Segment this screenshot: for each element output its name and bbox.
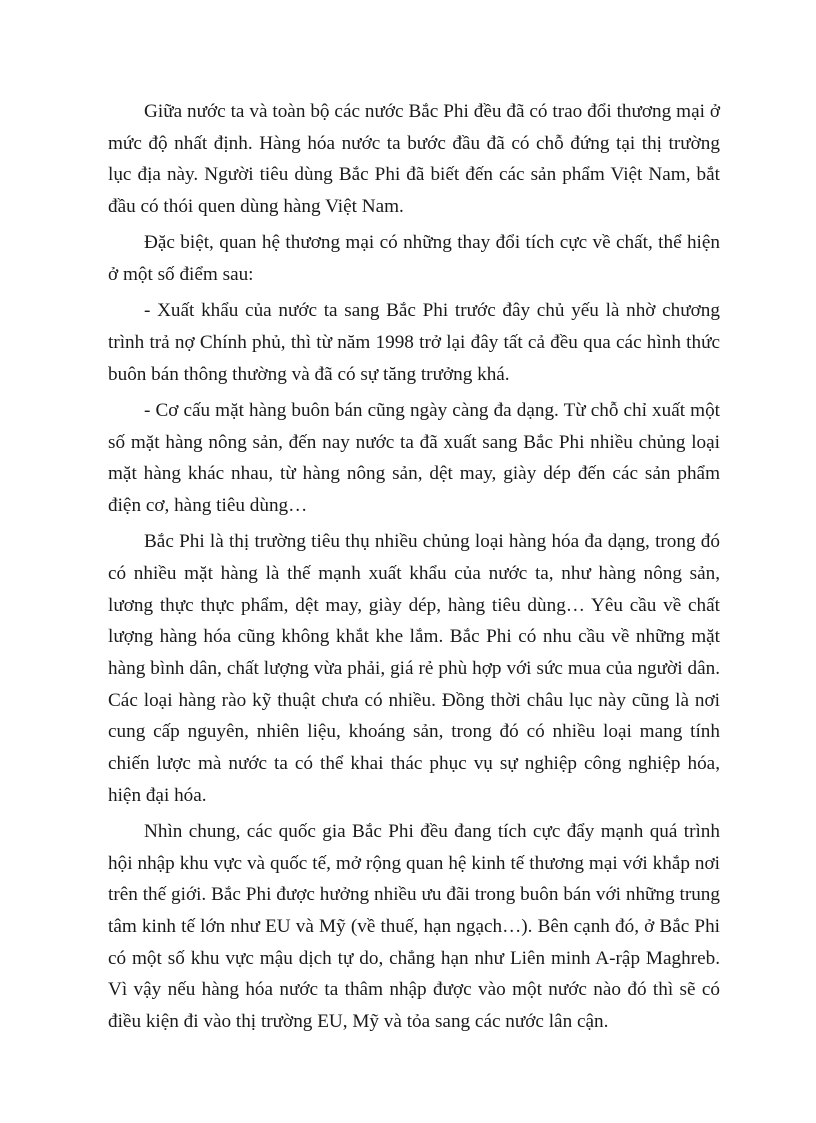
paragraph-qualitative-changes: Đặc biệt, quan hệ thương mại có những thay đổi tích cực về chất, thể hiện ở một số điểm sau: bbox=[108, 232, 720, 286]
paragraph-product-diversity: - Cơ cấu mặt hàng buôn bán cũng ngày càng đa dạng. Từ chỗ chỉ xuất một số mặt hàng nông sản, đến nay nước ta đã xuất sang Bắc Phi nhiều chủng loại mặt hàng khác nhau, từ hàng nông sản, dệt may, giày dép đến các sản phẩm điện cơ, hàng tiêu dùng… bbox=[108, 399, 720, 516]
paragraph-regional-integration: Nhìn chung, các quốc gia Bắc Phi đều đang tích cực đẩy mạnh quá trình hội nhập khu vực và quốc tế, mở rộng quan hệ kinh tế thương mại với khắp nơi trên thế giới. Bắc Phi được hưởng nhiều ưu đãi trong buôn bán với những trung tâm kinh tế lớn như EU và Mỹ (về thuế, hạn ngạch…). Bên cạnh đó, ở Bắc Phi có một số khu vực mậu dịch tự do, chẳng hạn như Liên minh A-rập Maghreb. Vì vậy nếu hàng hóa nước ta thâm nhập được vào một nước nào đó thì sẽ có điều kiện đi vào thị trường EU, Mỹ và tỏa sang các nước lân cận. bbox=[108, 820, 720, 1033]
paragraph-market-demand: Bắc Phi là thị trường tiêu thụ nhiều chủng loại hàng hóa đa dạng, trong đó có nhiều mặt hàng là thế mạnh xuất khẩu của nước ta, như hàng nông sản, lương thực thực phẩm, dệt may, giày dép, hàng tiêu dùng… Yêu cầu về chất lượng hàng hóa cũng không khắt khe lắm. Bắc Phi có nhu cầu về những mặt hàng bình dân, chất lượng vừa phải, giá rẻ phù hợp với sức mua của người dân. Các loại hàng rào kỹ thuật chưa có nhiều. Đồng thời châu lục này cũng là nơi cung cấp nguyên, nhiên liệu, khoáng sản, trong đó có nhiều loại mang tính chiến lược mà nước ta có thể khai thác phục vụ sự nghiệp công nghiệp hóa, hiện đại hóa. bbox=[108, 531, 720, 806]
paragraph-trade-overview: Giữa nước ta và toàn bộ các nước Bắc Phi đều đã có trao đổi thương mại ở mức độ nhất định. Hàng hóa nước ta bước đầu đã có chỗ đứng tại thị trường lục địa này. Người tiêu dùng Bắc Phi đã biết đến các sản phẩm Việt Nam, bắt đầu có thói quen dùng hàng Việt Nam. bbox=[108, 101, 720, 218]
document-body bbox=[108, 96, 720, 1042]
paragraph-export-growth: - Xuất khẩu của nước ta sang Bắc Phi trước đây chủ yếu là nhờ chương trình trả nợ Chính phủ, thì từ năm 1998 trở lại đây tất cả đều qua các hình thức buôn bán thông thường và đã có sự tăng trưởng khá. bbox=[108, 300, 720, 385]
